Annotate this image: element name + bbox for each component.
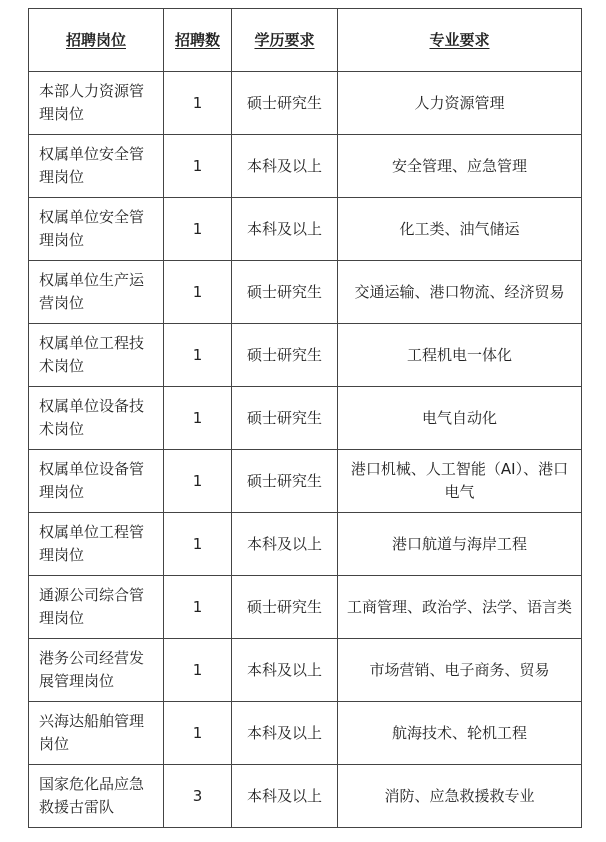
- table-row: [29, 324, 582, 387]
- cell-count: 1: [164, 387, 232, 450]
- cell-major: 电气自动化: [338, 387, 582, 450]
- cell-count: 3: [164, 765, 232, 828]
- cell-education: 硕士研究生: [232, 261, 338, 324]
- table-row: [29, 72, 582, 135]
- cell-count: 1: [164, 513, 232, 576]
- cell-post: 权属单位安全管理岗位: [29, 135, 164, 198]
- table-row: [29, 702, 582, 765]
- cell-major: 交通运输、港口物流、经济贸易: [338, 261, 582, 324]
- cell-major: 工程机电一体化: [338, 324, 582, 387]
- cell-major: 市场营销、电子商务、贸易: [338, 639, 582, 702]
- cell-count: 1: [164, 324, 232, 387]
- cell-education: 硕士研究生: [232, 387, 338, 450]
- cell-post: 国家危化品应急救援古雷队: [29, 765, 164, 828]
- cell-post: 本部人力资源管理岗位: [29, 72, 164, 135]
- table-row: [29, 387, 582, 450]
- cell-education: 本科及以上: [232, 765, 338, 828]
- cell-education: 本科及以上: [232, 198, 338, 261]
- table-row: [29, 198, 582, 261]
- table-row: [29, 765, 582, 828]
- header-count: 招聘数: [164, 9, 232, 72]
- cell-education: 本科及以上: [232, 639, 338, 702]
- table-row: [29, 261, 582, 324]
- table-row: [29, 135, 582, 198]
- cell-post: 权属单位生产运营岗位: [29, 261, 164, 324]
- recruitment-table: [28, 8, 582, 828]
- cell-major: 港口机械、人工智能（AI）、港口电气: [338, 450, 582, 513]
- cell-count: 1: [164, 576, 232, 639]
- header-post: 招聘岗位: [29, 9, 164, 72]
- header-education: 学历要求: [232, 9, 338, 72]
- cell-major: 化工类、油气储运: [338, 198, 582, 261]
- cell-post: 兴海达船舶管理岗位: [29, 702, 164, 765]
- cell-count: 1: [164, 72, 232, 135]
- table-row: [29, 576, 582, 639]
- cell-count: 1: [164, 450, 232, 513]
- cell-post: 港务公司经营发展管理岗位: [29, 639, 164, 702]
- cell-education: 硕士研究生: [232, 576, 338, 639]
- cell-count: 1: [164, 135, 232, 198]
- cell-post: 权属单位设备管理岗位: [29, 450, 164, 513]
- table-header-row: [29, 9, 582, 72]
- cell-post: 权属单位安全管理岗位: [29, 198, 164, 261]
- cell-count: 1: [164, 639, 232, 702]
- cell-major: 工商管理、政治学、法学、语言类: [338, 576, 582, 639]
- table-row: [29, 639, 582, 702]
- header-major: 专业要求: [338, 9, 582, 72]
- cell-major: 消防、应急救援救专业: [338, 765, 582, 828]
- cell-count: 1: [164, 702, 232, 765]
- cell-post: 权属单位工程管理岗位: [29, 513, 164, 576]
- cell-post: 权属单位工程技术岗位: [29, 324, 164, 387]
- cell-education: 硕士研究生: [232, 450, 338, 513]
- cell-education: 硕士研究生: [232, 72, 338, 135]
- cell-major: 航海技术、轮机工程: [338, 702, 582, 765]
- cell-count: 1: [164, 198, 232, 261]
- cell-education: 本科及以上: [232, 513, 338, 576]
- cell-education: 本科及以上: [232, 702, 338, 765]
- cell-major: 安全管理、应急管理: [338, 135, 582, 198]
- cell-major: 人力资源管理: [338, 72, 582, 135]
- cell-count: 1: [164, 261, 232, 324]
- cell-education: 硕士研究生: [232, 324, 338, 387]
- table-row: [29, 513, 582, 576]
- cell-post: 权属单位设备技术岗位: [29, 387, 164, 450]
- cell-post: 通源公司综合管理岗位: [29, 576, 164, 639]
- cell-major: 港口航道与海岸工程: [338, 513, 582, 576]
- table-row: [29, 450, 582, 513]
- cell-education: 本科及以上: [232, 135, 338, 198]
